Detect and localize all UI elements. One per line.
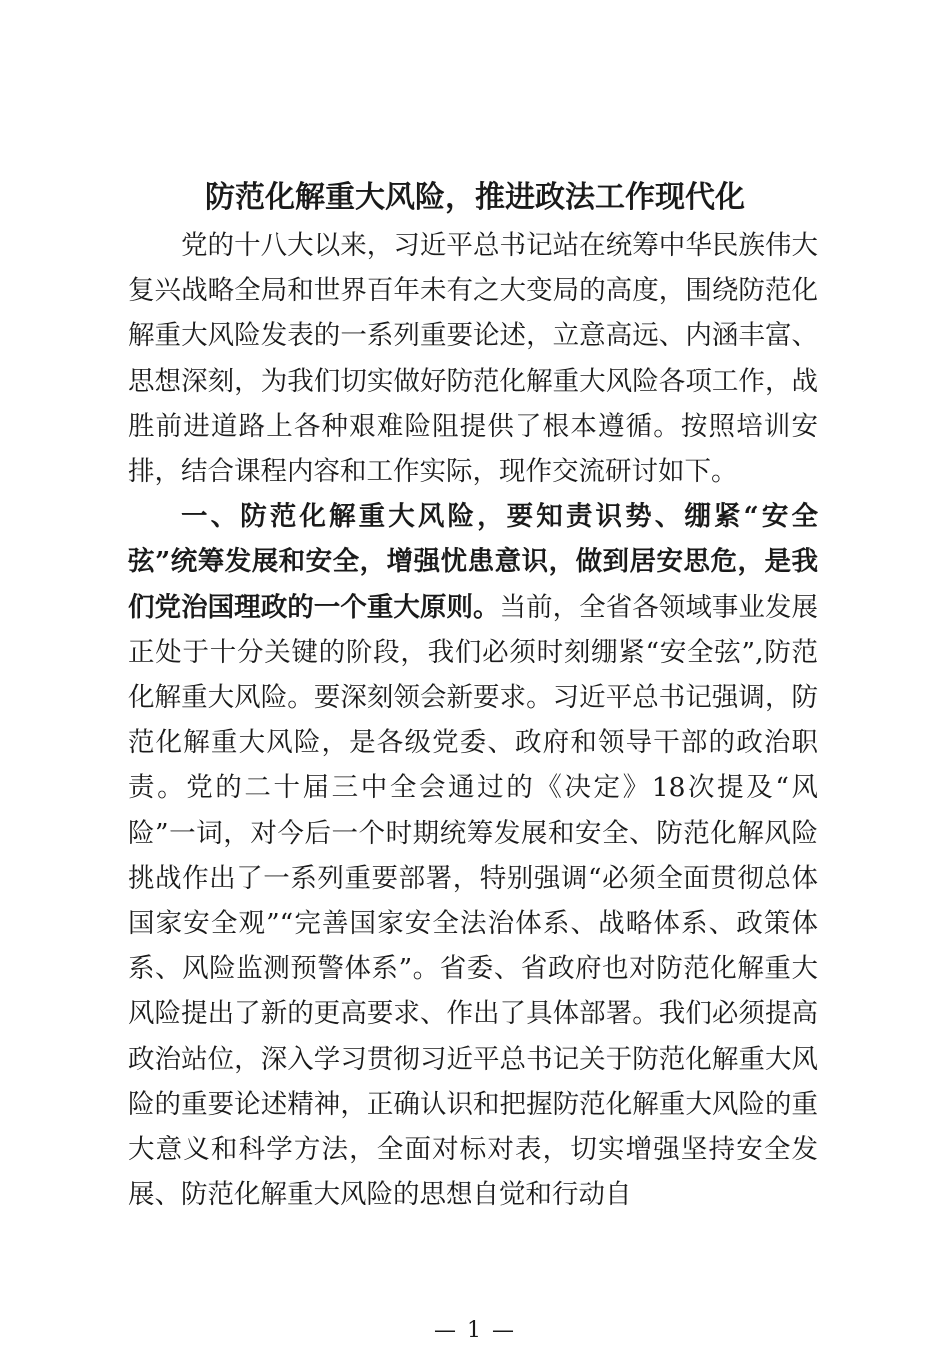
page-number: — 1 — [434,1318,516,1343]
paragraph-intro [128,223,818,494]
document-body [128,223,818,1217]
document-title: 防范化解重大风险，推进政法工作现代化 [205,180,745,215]
paragraph-text: 党的十八大以来，习近平总书记站在统筹中华民族伟大复兴战略全局和世界百年未有之大变局的高度，围绕防范化解重大风险发表的一系列重要论述，立意高远、内涵丰富、思想深刻，为我们切实做好防范化解重大风险各项工作，战胜前进道路上各种艰难险阻提供了根本遵循。按照培训安排，结合课程内容和工作实际，现作交流研讨如下。 [128,230,818,488]
section-heading-one: 一、防范化解重大风险，要知责识势、绷紧“安全弦”统筹发展和安全，增强忧患意识，做到居安思危，是我们党治国理政的一个重大原则。 [128,501,818,623]
paragraph-text: 当前，全省各领域事业发展正处于十分关键的阶段，我们必须时刻绷紧“安全弦”,防范化解重大风险。要深刻领会新要求。习近平总书记强调，防范化解重大风险，是各级党委、政府和领导干部的政治职责。党的二十届三中全会通过的《决定》18次提及“风险”一词，对今后一个时期统筹发展和安全、防范化解风险挑战作出了一系列重要部署，特别强调“必须全面贯彻总体国家安全观”“完善国家安全法治体系、战略体系、政策体系、风险监测预警体系”。省委、省政府也对防范化解重大风险提出了新的更高要求、作出了具体部署。我们必须提高政治站位，深入学习贯彻习近平总书记关于防范化解重大风险的重要论述精神，正确认识和把握防范化解重大风险的重大意义和科学方法，全面对标对表，切实增强坚持安全发展、防范化解重大风险的思想自觉和行动自 [128,591,819,1211]
paragraph-section-one [128,494,818,1217]
